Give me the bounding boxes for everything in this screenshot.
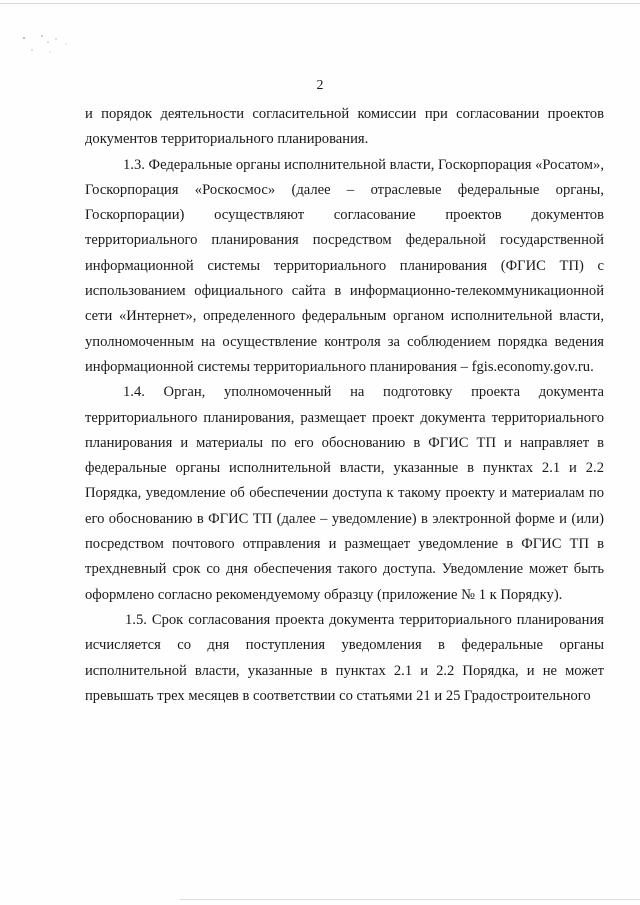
- document-body: [85, 102, 604, 709]
- scan-specks: [20, 30, 80, 70]
- page-number: 2: [316, 78, 324, 93]
- paragraph-1-4: 1.4. Орган, уполномоченный на подготовку проекта документа территориального планирования, размещает проект документа территориального планирования и материалы по его обоснованию в ФГИС ТП и направляет в федеральные органы исполнительной власти, указанные в пунктах 2.1 и 2.2 Порядка, уведомление об обеспечении доступа к такому проекту и материалам по его обоснованию в ФГИС ТП (далее – уведомление) в электронной форме и (или) посредством почтового отправления и размещает уведомление в ФГИС ТП в трехдневный срок со дня обеспечения такого доступа. Уведомление может быть оформлено согласно рекомендуемому образцу (приложение № 1 к Порядку).: [85, 384, 604, 603]
- paragraph-1-5: 1.5. Срок согласования проекта документа территориального планирования исчисляется со дня поступления уведомления в федеральные органы исполнительной власти, указанные в пунктах 2.1 и 2.2 Порядка, и не может превышать трех месяцев в соответствии со статьями 21 и 25 Градостроительного: [85, 611, 604, 704]
- paragraph-1-3: 1.3. Федеральные органы исполнительной власти, Госкорпорация «Росатом», Госкорпорация «Роскосмос» (далее – отраслевые федеральные органы, Госкорпорации) осуществляют согласование проектов документов территориального планирования посредством федеральной государственной информационной системы территориального планирования (ФГИС ТП) с использованием официального сайта в информационно-телекоммуникационной сети «Интернет», определенного федеральным органом исполнительной власти, уполномоченным на осуществление контроля за соблюдением порядка ведения информационной системы территориального планирования – fgis.economy.gov.ru.: [85, 156, 604, 375]
- scan-edge-bottom: [180, 899, 640, 900]
- scan-edge-top: [0, 3, 640, 4]
- paragraph-continuation: и порядок деятельности согласительной комиссии при согласовании проектов документов территориального планирования.: [85, 106, 604, 148]
